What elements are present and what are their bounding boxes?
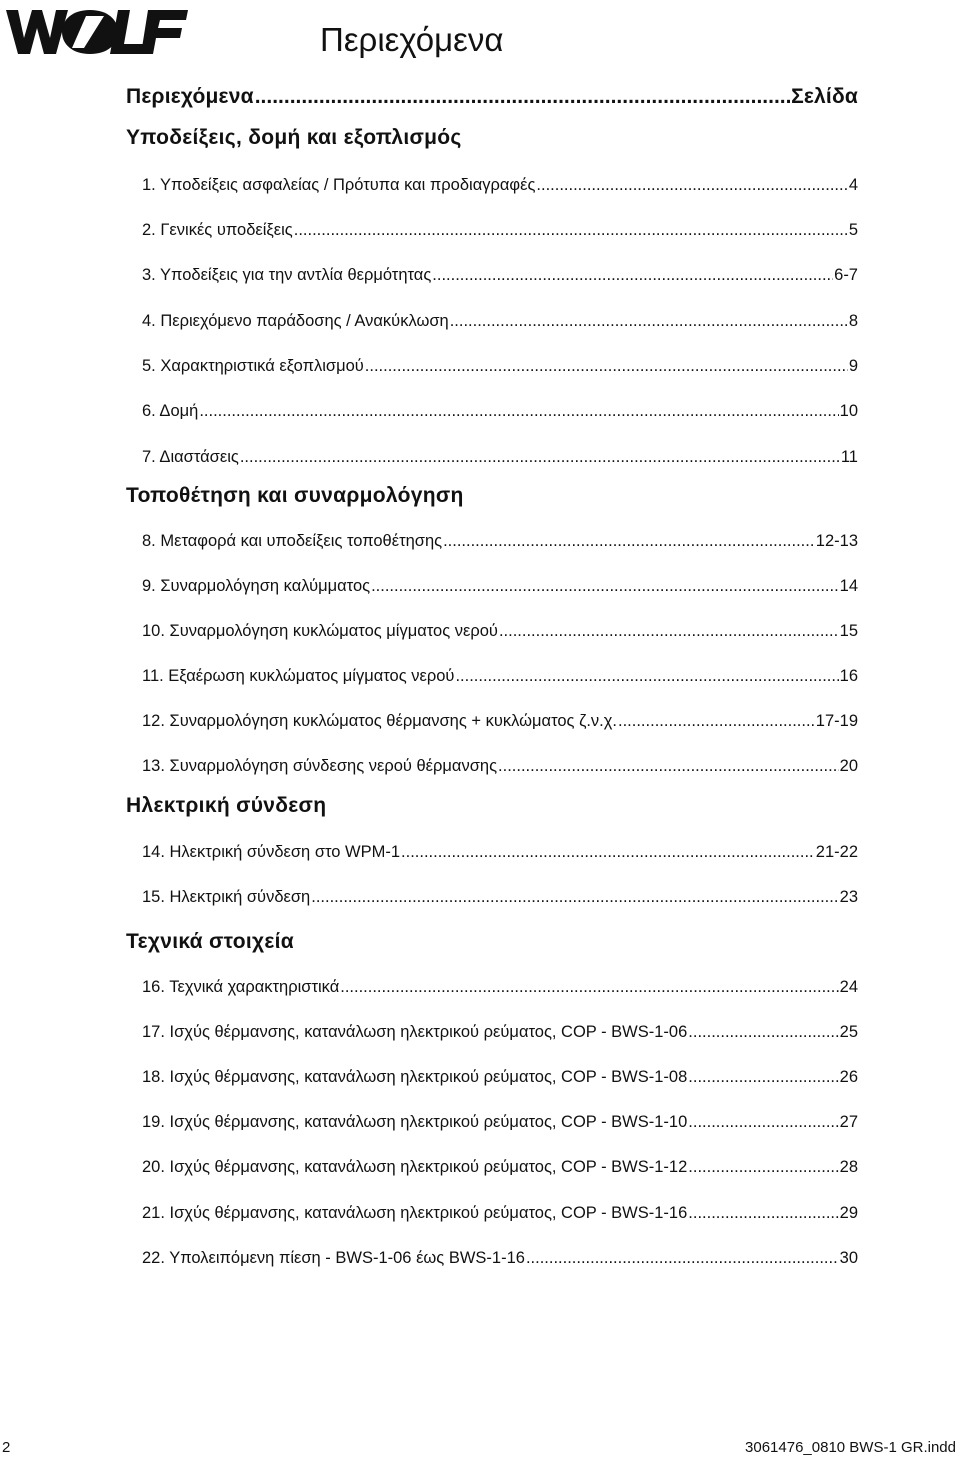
toc-entry[interactable] xyxy=(142,221,858,240)
toc-entry-page: 29 xyxy=(839,1204,858,1222)
toc-entry-label: 21. Ισχύς θέρμανσης, κατανάλωση ηλεκτρικού ρεύματος, COP - BWS-1-16 xyxy=(142,1204,688,1222)
toc-entry-page: 20 xyxy=(839,757,858,775)
leader-dots xyxy=(371,577,839,596)
toc-entry[interactable] xyxy=(142,1249,858,1268)
toc-entry-page: 11 xyxy=(840,448,858,466)
toc-entry-page: 27 xyxy=(839,1113,858,1131)
toc-entry-label: 5. Χαρακτηριστικά εξοπλισμού xyxy=(142,357,364,375)
toc-entry[interactable] xyxy=(142,978,858,997)
toc-entry-page: 26 xyxy=(839,1068,858,1086)
leader-dots xyxy=(443,532,815,551)
toc-entry[interactable] xyxy=(142,1204,858,1223)
toc-entry-label: 12. Συναρμολόγηση κυκλώματος θέρμανσης + κυκλώματος ζ.ν.χ. xyxy=(142,712,618,730)
toc-entry-label: 13. Συναρμολόγηση σύνδεσης νερού θέρμανσης xyxy=(142,757,498,775)
toc-entry[interactable] xyxy=(142,1068,858,1087)
toc-entry[interactable] xyxy=(142,712,858,731)
toc-entry-page: 15 xyxy=(839,622,858,640)
section-title: Ηλεκτρική σύνδεση xyxy=(126,794,327,817)
toc-entry[interactable] xyxy=(142,622,858,641)
toc-entry-page: 12-13 xyxy=(815,532,858,550)
leader-dots xyxy=(499,622,839,641)
toc-entry[interactable] xyxy=(142,312,858,331)
toc-header-page-label: Σελίδα xyxy=(791,85,858,108)
leader-dots xyxy=(498,757,839,776)
toc-entry-page: 5 xyxy=(848,221,858,239)
toc-entry-page: 8 xyxy=(848,312,858,330)
toc-entry-page: 10 xyxy=(839,402,858,420)
toc-entry[interactable] xyxy=(142,176,858,195)
footer-page-number: 2 xyxy=(2,1439,11,1456)
section-title: Τοποθέτηση και συναρμολόγηση xyxy=(126,484,464,507)
toc-entry[interactable] xyxy=(142,667,858,686)
toc-entry-label: 4. Περιεχόμενο παράδοσης / Ανακύκλωση xyxy=(142,312,449,330)
toc-entry-label: 22. Υπολειπόμενη πίεση - BWS-1-06 έως BWS-1-16 xyxy=(142,1249,525,1267)
toc-header xyxy=(126,85,858,109)
toc-entry[interactable] xyxy=(142,577,858,596)
toc-entry[interactable] xyxy=(142,757,858,776)
toc-entry-page: 6-7 xyxy=(834,266,858,284)
section-title: Τεχνικά στοιχεία xyxy=(126,930,295,953)
leader-dots xyxy=(255,85,790,109)
toc-entry-label: 14. Ηλεκτρική σύνδεση στο WPM-1 xyxy=(142,843,401,861)
toc-entry-label: 3. Υποδείξεις για την αντλία θερμότητας xyxy=(142,266,432,284)
toc-entry[interactable] xyxy=(142,357,858,376)
toc-entry-label: 9. Συναρμολόγηση καλύμματος xyxy=(142,577,371,595)
toc-entry-label: 16. Τεχνικά χαρακτηριστικά xyxy=(142,978,340,996)
toc-entry-page: 28 xyxy=(839,1158,858,1176)
leader-dots xyxy=(199,402,838,421)
leader-dots xyxy=(688,1113,838,1132)
leader-dots xyxy=(618,712,815,731)
leader-dots xyxy=(401,843,815,862)
page-title: Περιεχόμενα xyxy=(320,21,504,58)
toc-entry-label: 10. Συναρμολόγηση κυκλώματος μίγματος νερού xyxy=(142,622,498,640)
toc-entry-page: 17-19 xyxy=(815,712,858,730)
leader-dots xyxy=(340,978,838,997)
toc-entry-page: 30 xyxy=(839,1249,858,1267)
leader-dots xyxy=(688,1068,838,1087)
toc-entry-label: 18. Ισχύς θέρμανσης, κατανάλωση ηλεκτρικού ρεύματος, COP - BWS-1-08 xyxy=(142,1068,688,1086)
leader-dots xyxy=(688,1158,838,1177)
toc-entry[interactable] xyxy=(142,1113,858,1132)
toc-entry-page: 24 xyxy=(839,978,858,996)
toc-entry[interactable] xyxy=(142,888,858,907)
toc-entry-label: 8. Μεταφορά και υποδείξεις τοποθέτησης xyxy=(142,532,443,550)
toc-entry-label: 6. Δομή xyxy=(142,402,199,420)
toc-entry-label: 15. Ηλεκτρική σύνδεση xyxy=(142,888,311,906)
footer-file-name: 3061476_0810 BWS-1 GR.indd xyxy=(745,1439,956,1456)
leader-dots xyxy=(688,1023,838,1042)
toc-entry-label: 11. Εξαέρωση κυκλώματος μίγματος νερού xyxy=(142,667,455,685)
leader-dots xyxy=(240,448,840,467)
toc-entry-page: 14 xyxy=(839,577,858,595)
leader-dots xyxy=(536,176,847,195)
toc-entry-label: 20. Ισχύς θέρμανσης, κατανάλωση ηλεκτρικού ρεύματος, COP - BWS-1-12 xyxy=(142,1158,688,1176)
toc-entry[interactable] xyxy=(142,1023,858,1042)
leader-dots xyxy=(450,312,848,331)
toc-entry-page: 16 xyxy=(839,667,858,685)
leader-dots xyxy=(455,667,838,686)
toc-entry-page: 21-22 xyxy=(815,843,858,861)
toc-entry[interactable] xyxy=(142,843,858,862)
toc-entry-label: 19. Ισχύς θέρμανσης, κατανάλωση ηλεκτρικού ρεύματος, COP - BWS-1-10 xyxy=(142,1113,688,1131)
section-title: Υποδείξεις, δομή και εξοπλισμός xyxy=(126,126,462,149)
toc-entry[interactable] xyxy=(142,448,858,467)
leader-dots xyxy=(432,266,833,285)
toc-entry-label: 2. Γενικές υποδείξεις xyxy=(142,221,293,239)
toc-entry[interactable] xyxy=(142,532,858,551)
toc-entry[interactable] xyxy=(142,402,858,421)
leader-dots xyxy=(526,1249,839,1268)
toc-entry[interactable] xyxy=(142,1158,858,1177)
toc-entry-label: 17. Ισχύς θέρμανσης, κατανάλωση ηλεκτρικού ρεύματος, COP - BWS-1-06 xyxy=(142,1023,688,1041)
toc-entry-label: 7. Διαστάσεις xyxy=(142,448,239,466)
toc-entry-page: 4 xyxy=(848,176,858,194)
leader-dots xyxy=(365,357,848,376)
leader-dots xyxy=(688,1204,838,1223)
toc-header-label: Περιεχόμενα xyxy=(126,85,254,108)
toc-entry-page: 9 xyxy=(848,357,858,375)
toc-entry-page: 25 xyxy=(839,1023,858,1041)
leader-dots xyxy=(311,888,838,907)
leader-dots xyxy=(294,221,848,240)
toc-entry-label: 1. Υποδείξεις ασφαλείας / Πρότυπα και προδιαγραφές xyxy=(142,176,536,194)
toc-entry[interactable] xyxy=(142,266,858,285)
toc-entry-page: 23 xyxy=(839,888,858,906)
